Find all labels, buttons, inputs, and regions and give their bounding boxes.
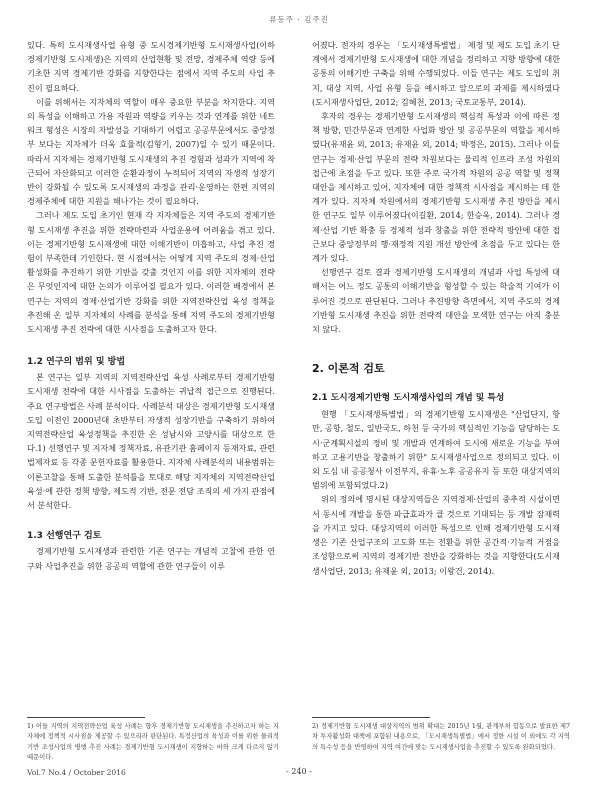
body-paragraph: 현행 「도시재생특별법」의 경제기반형 도시재생은 "산업단지, 항만, 공항, 철도, 일반국도, 하천 등 국가의 핵심적인 기능을 담당하는 도시·군계획시설의 정비 및 개발과 연계하여 도시에 새로운 기능을 부여하고 고용기반을 창출하기 위한" 도시재생사업으로 정의되고 있다. 이 외 도심 내 공공청사 이전부지, 유휴·노후 공공유지 등 또한 대상지역의 범위에 포함되었다.2) (312, 409, 560, 491)
footnote-divider (312, 717, 430, 718)
left-column (27, 38, 275, 573)
body-paragraph: 이를 위해서는 지자체의 역할이 매우 중요한 부분을 차지한다. 지역의 특성을 이해하고 가용 자원과 역량을 키우는 것과 연계를 위한 네트워크 형성은 시장의 자발성을 기대하기 어렵고 공공부문에서도 중앙정부 보다는 지자체가 더욱 효율적(김형기, 2007)일 수 있기 때문이다. 따라서 지자체는 경제기반형 도시재생의 추진 경험과 성과가 지역에 착근되어 자산화되고 이러한 순환과정이 누적되어 지역의 자생적 성장기반이 강화될 수 있도록 도시재생의 과정을 관리·운영하는 한편 지역의 경제주체에 대한 지원을 해나가는 것이 필요하다. (27, 96, 275, 207)
section-heading-2: 2. 이론적 검토 (312, 362, 385, 376)
right-column (312, 38, 560, 578)
body-paragraph: 위의 정의에 명시된 대상지역들은 지역경제·산업의 중추적 시설이면서 동시에 개발을 통한 파급효과가 클 것으로 기대되는 등 개발 잠재력을 가지고 있다. 대상지역의 이러한 특성으로 인해 경제기반형 도시재생은 기존 산업구조의 고도화 또는 전환을 위한 공간적·기능적 거점을 조성함으로써 지역의 경제기반 전반을 강화하는 것을 지향한다(도시재생사업단, 2013; 유재윤 외, 2013; 이왕건, 2014). (312, 494, 560, 576)
footnote-divider (27, 717, 145, 718)
body-paragraph: 그러나 제도 도입 초기인 현재 각 지자체들은 지역 주도의 경제기반형 도시재생 추진을 위한 전략마련과 사업운용에 어려움을 겪고 있다. 이는 경제기반형 도시재생에 대한 이해기반이 미흡하고, 사업 추진 경험이 부족한데 기인한다. 현 시점에서는 어떻게 지역 주도의 경제·산업 활성화를 추진하기 위한 기반을 갖출 것인지 이를 위한 지자체의 전략은 무엇인지에 대한 논의가 이루어질 필요가 있다. 이러한 배경에서 본 연구는 지역의 경제·산업기반 강화를 위한 지역전략산업 육성 정책을 추진해 온 일부 지자체의 사례를 분석을 통해 지역 주도의 경제기반형 도시재생 추진 전략에 대한 시사점을 도출하고자 한다. (27, 210, 275, 335)
running-header: 류동주 · 김주진 (269, 15, 329, 24)
section-heading-2-1: 2.1 도시경제기반형 도시재생사업의 개념 및 특성 (312, 393, 505, 404)
section-heading-1-2: 1.2 연구의 범위 및 방법 (27, 357, 126, 368)
journal-issue: Vol.7 No.4 / October 2016 (27, 768, 126, 777)
section-heading-1-3: 1.3 선행연구 검토 (27, 531, 102, 542)
page-number: - 240 - (286, 767, 312, 776)
body-paragraph: 선행연구 검토 결과 경제기반형 도시재생의 개념과 사업 특성에 대해서는 어느 정도 공통의 이해기반을 형성할 수 있는 학술적 기여가 이루어진 것으로 판단된다. 그러나 추진방향 측면에서, 지역 주도의 경제기반형 도시재생 추진을 위한 전략적 대안을 모색한 연구는 아직 충분치 않다. (312, 267, 560, 335)
body-paragraph: 어졌다. 전자의 경우는 「도시재생특별법」 제정 및 제도 도입 초기 단계에서 경제기반형 도시재생에 대한 개념을 정리하고 지향 방향에 대한 공통의 이해기반 구축을 위해 수행되었다. 이들 연구는 제도 도입의 취지, 대상 지역, 사업 유형 등을 예시하고 앞으로의 과제를 제시하였다(도시재생사업단, 2012; 김혜천, 2013; 국토교통부, 2014). (312, 40, 560, 107)
body-paragraph: 있다. 특히 도시재생사업 유형 중 도시경제기반형 도시재생사업(이하 경제기반형 도시재생)은 지역의 산업현황 및 전망, 경제주체 역량 등에 기초한 지역 경제기반 강화를 지향한다는 점에서 지역 주도의 사업 추진이 필요하다. (27, 40, 275, 93)
footnote-1: 1) 이들 지역의 지역전략산업 육성 사례는 향후 경제기반형 도시재생을 추진하고자 하는 지자체에 정책적 시사점을 제공할 수 있으리라 판단된다. 특정산업의 육성과 이를 위한 물리적 기반 조성사업의 병행 추진 사례는 경제기반형 도시재생이 지향하는 바와 크게 다르지 않기 때문이다. (27, 723, 279, 762)
body-paragraph: 경제기반형 도시재생과 관련한 기존 연구는 개념적 고찰에 관한 연구와 사업추진을 위한 공공의 역할에 관한 연구들이 이루 (27, 546, 275, 571)
body-paragraph: 후자의 경우는 경제기반형 도시재생의 핵심적 특성과 이에 따른 정책 방향, 민간부문과 연계한 사업화 방안 및 공공부문의 역할을 제시하였다(유재윤 외, 2013; 유재윤 외, 2014; 박정은, 2015). 그러나 이들 연구는 경제·산업 부문의 전략 차원보다는 물리적 인프라 조성 차원의 접근에 초점을 두고 있다. 또한 주로 국가적 차원의 공공 역할 및 정책대안을 제시하고 있어, 지자체에 대한 정책적 시사점을 제시하는 데 한계가 있다. 지자체 차원에서의 경제기반형 도시재생 추진 방안을 제시한 연구도 일부 이루어졌다(이길환, 2014; 한승욱, 2014). 그러나 경제·산업 기반 확충 등 경제적 성과 창출을 위한 전략적 방안에 대한 접근보다 중앙정부의 행·재정적 지원 개선 방안에 초점을 두고 있다는 한계가 있다. (312, 111, 560, 264)
footnote-2: 2) 경제기반형 도시재생 대상지역의 범위 확대는 2015년 1월, 관계부처 합동으로 발표한 제7차 투자활성화 대책에 포함된 내용으로, 「도시재생특별법」에서 정한 시설 이 외에도 각 지역의 특수성 등을 반영하여 지역 여건에 맞는 도시재생사업을 추진할 수 있도록 완화되었다. (312, 723, 570, 751)
body-paragraph: 본 연구는 일부 지역의 지역전략산업 육성 사례로부터 경제기반형 도시재생 전략에 대한 시사점을 도출하는 귀납적 접근으로 진행된다. 주요 연구방법은 사례 분석이다. 사례분석 대상은 경제기반형 도시재생 도입 이전인 2000년대 초반부터 자생적 성장기반을 구축하기 위하여 지역전략산업 육성정책을 추진한 온 성남시와 고양시를 대상으로 한다.1) 선행연구 및 지자체 정책자료, 유관기관 홈페이지 등재자료, 관련 법제자료 등 각종 문헌자료를 활용한다. 지자체 사례분석의 내용범위는 이론고찰을 통해 도출한 분석틀을 토대로 해당 지자체의 지역전략산업 육성·에 관한 정책 방향, 제도적 기반, 전문 전담 조직의 세 가지 관점에서 분석한다. (27, 372, 275, 511)
